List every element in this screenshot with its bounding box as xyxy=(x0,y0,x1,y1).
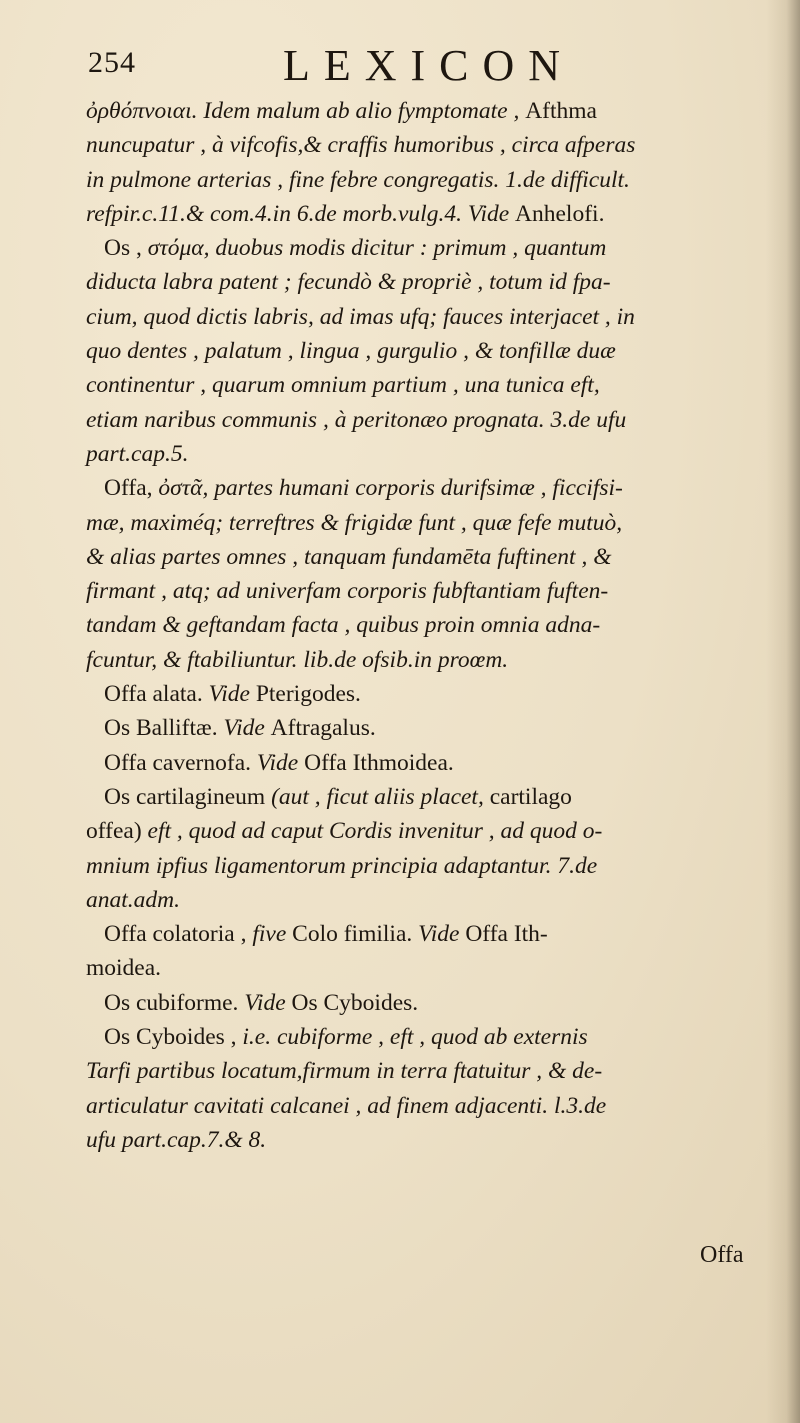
text-line xyxy=(86,300,766,334)
italic-text: refpir.c.11.& com.4.in 6.de morb.vulg.4. Vide xyxy=(86,200,516,227)
italic-text: ὀρθόπνοιαι. Idem malum ab alio fymptomate , xyxy=(86,98,526,124)
page-header xyxy=(88,40,748,100)
text-line xyxy=(86,1020,766,1054)
italic-text: Tarfi partibus locatum,firmum in terra ftatuitur , & de- xyxy=(86,1058,603,1085)
roman-text: Colo fimilia. xyxy=(292,921,419,948)
italic-text: continentur , quarum omnium partium , una tunica eft, xyxy=(86,372,600,399)
text-line xyxy=(86,334,766,368)
roman-text: Offa alata. xyxy=(104,681,209,708)
italic-text: στόμα, duobus modis dicitur : primum , quantum xyxy=(147,235,607,262)
italic-text: part.cap.5. xyxy=(86,440,189,467)
dictionary-entry xyxy=(86,746,766,780)
dictionary-entry xyxy=(86,471,766,677)
dictionary-entry xyxy=(86,986,766,1020)
roman-text: Offa Ithmoidea. xyxy=(304,749,454,776)
text-line xyxy=(86,814,766,848)
italic-text: ὀστᾶ, partes humani corporis durifsimæ , ficcifsi- xyxy=(158,475,623,502)
roman-text: cartilago xyxy=(489,783,572,810)
dictionary-entry xyxy=(86,711,766,745)
text-line xyxy=(86,677,766,711)
roman-text: Os cartilagineum xyxy=(104,783,272,810)
dictionary-entry xyxy=(86,677,766,711)
dictionary-entry xyxy=(86,917,766,986)
text-line xyxy=(86,1054,766,1088)
text-line xyxy=(86,506,766,540)
dictionary-entry xyxy=(86,780,766,917)
roman-text: Os Cyboides. xyxy=(291,989,419,1016)
italic-text: tandam & geftandam facta , quibus proin omnia adna- xyxy=(86,612,601,639)
italic-text: firmant , atq; ad univerfam corporis fubftantiam fuften- xyxy=(86,578,609,605)
italic-text: mæ, maximéq; terreftres & frigidæ funt , quæ fefe mutuò, xyxy=(86,509,623,536)
roman-text: Os , xyxy=(104,235,148,262)
text-line xyxy=(86,574,766,608)
text-line xyxy=(86,231,766,265)
text-line xyxy=(86,883,766,917)
text-line xyxy=(86,471,766,505)
roman-text: Os Cyboides , xyxy=(104,1024,243,1051)
roman-text: Offa colatoria , xyxy=(104,921,253,948)
roman-text: Anhelofi. xyxy=(515,200,605,227)
italic-text: quo dentes , palatum , lingua , gurgulio , & tonfillæ duæ xyxy=(86,338,616,365)
italic-text: ufu part.cap.7.& 8. xyxy=(86,1126,267,1153)
italic-text: eft , quod ad caput Cordis invenitur , ad quod o- xyxy=(147,818,603,845)
text-line xyxy=(86,711,766,745)
text-line xyxy=(86,986,766,1020)
roman-text: Os cubiforme. xyxy=(104,989,245,1016)
italic-text: articulatur cavitati calcanei , ad finem adjacenti. l.3.de xyxy=(86,1092,607,1119)
roman-text: Offa Ith- xyxy=(465,921,548,948)
text-line xyxy=(86,403,766,437)
catchword: Offa xyxy=(700,1242,744,1268)
italic-text: cium, quod dictis labris, ad imas ufq; fauces interjacet , in xyxy=(86,303,635,330)
text-line xyxy=(86,849,766,883)
text-line xyxy=(86,197,766,231)
italic-text: anat.adm. xyxy=(86,886,180,913)
roman-text: offea) xyxy=(86,818,148,845)
italic-text: mnium ipfius ligamentorum principia adaptantur. 7.de xyxy=(86,852,598,879)
italic-text: in pulmone arterias , fine febre congregatis. 1.de difficult. xyxy=(86,166,630,193)
italic-text: five xyxy=(252,921,293,948)
text-line xyxy=(86,368,766,402)
text-line xyxy=(86,608,766,642)
italic-text: Vide xyxy=(418,921,466,948)
roman-text: Pterigodes. xyxy=(255,681,361,708)
italic-text: fcuntur, & ftabiliuntur. lib.de ofsib.in proœm. xyxy=(86,646,509,673)
text-line xyxy=(86,437,766,471)
text-line xyxy=(86,951,766,985)
italic-text: & alias partes omnes , tanquam fundamēta fuftinent , & xyxy=(86,543,612,570)
text-line xyxy=(86,94,766,128)
text-line xyxy=(86,780,766,814)
text-line xyxy=(86,265,766,299)
italic-text: etiam naribus communis , à peritonæo prognata. 3.de ufu xyxy=(86,406,627,433)
italic-text: nuncupatur , à vifcofis,& craffis humoribus , circa afperas xyxy=(86,132,636,159)
dictionary-entry xyxy=(86,1020,766,1157)
italic-text: Vide xyxy=(208,681,256,708)
roman-text: Aftragalus. xyxy=(270,715,376,742)
text-line xyxy=(86,540,766,574)
roman-text: Afthma xyxy=(525,98,597,124)
roman-text: Os Balliftæ. xyxy=(104,715,224,742)
text-line xyxy=(86,128,766,162)
italic-text: Vide xyxy=(256,749,305,776)
italic-text: i.e. cubiforme , eft , quod ab externis xyxy=(242,1024,588,1051)
dictionary-entry xyxy=(86,94,766,231)
roman-text: Offa cavernofa. xyxy=(104,749,257,776)
italic-text: Vide xyxy=(223,715,271,742)
text-line xyxy=(86,746,766,780)
text-line xyxy=(86,1089,766,1123)
text-line xyxy=(86,1123,766,1157)
roman-text: Offa, xyxy=(104,475,159,502)
text-line xyxy=(86,643,766,677)
text-line xyxy=(86,163,766,197)
dictionary-entry xyxy=(86,231,766,471)
page-number: 254 xyxy=(88,46,136,79)
text-line xyxy=(86,917,766,951)
running-head: LEXICON xyxy=(283,41,575,90)
roman-text: moidea. xyxy=(86,955,162,982)
italic-text: diducta labra patent ; fecundò & propriè , totum id fpa- xyxy=(86,269,611,296)
italic-text: (aut , ficut aliis placet, xyxy=(271,783,490,810)
italic-text: Vide xyxy=(244,989,292,1016)
lexicon-text xyxy=(86,94,766,1157)
page-edge-shadow xyxy=(766,0,800,1423)
